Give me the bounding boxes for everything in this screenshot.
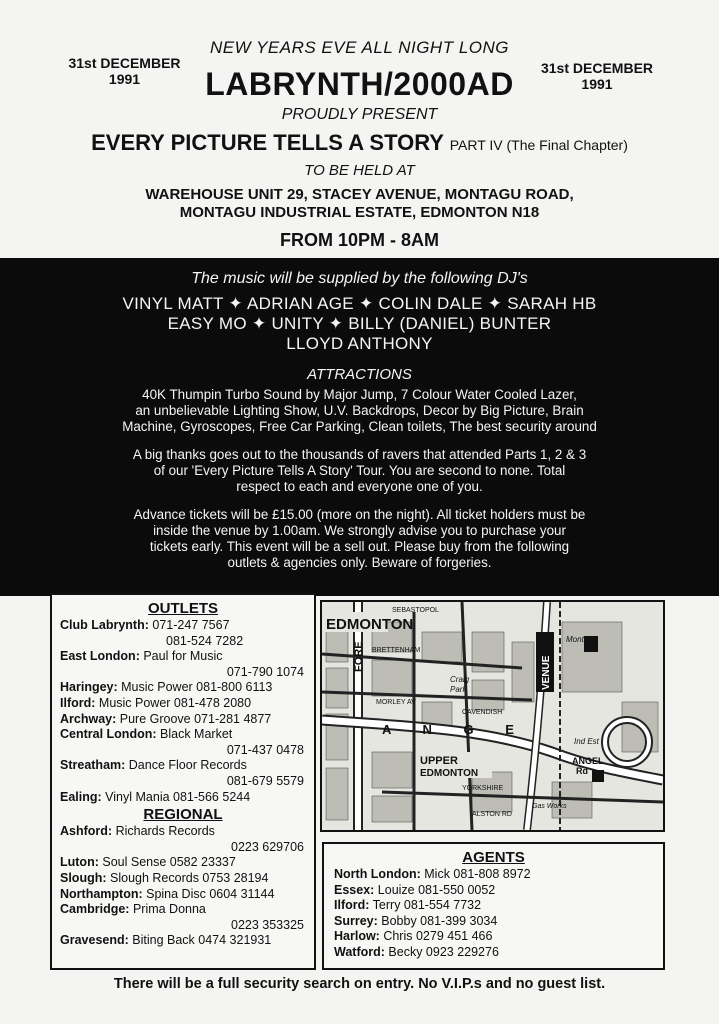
thanks-line-1: A big thanks goes out to the thousands of ravers that attended Parts 1, 2 & 3 (132, 447, 587, 462)
agents-title: AGENTS (462, 849, 525, 866)
outlet-central-london (60, 727, 306, 743)
venue-map (320, 600, 665, 832)
outlet-shop: Paul for Music (143, 649, 223, 664)
agent-label: Ilford: (334, 898, 370, 913)
map-label-morley: MORLEY AV (376, 699, 416, 706)
map-label-cavendish: CAVENDISH (462, 709, 503, 716)
address-line-1: WAREHOUSE UNIT 29, STACEY AVENUE, MONTAGU ROAD, (145, 186, 574, 203)
attractions-line-3: Machine, Gyroscopes, Free Car Parking, Clean toilets, The best security around (122, 419, 597, 434)
map-label-edmonton: EDMONTON (326, 616, 414, 633)
outlet-haringey (60, 680, 306, 696)
event-title-main: EVERY PICTURE TELLS A STORY (91, 130, 444, 155)
dj-line-1: VINYL MATT ✦ ADRIAN AGE ✦ COLIN DALE ✦ SARAH HB (122, 294, 597, 313)
outlet-label: Ashford: (60, 824, 113, 839)
outlet-shop: Dance Floor Records (128, 758, 247, 773)
agent-text: Mick 081-808 8972 (424, 867, 531, 881)
map-label-park: Park (450, 685, 467, 694)
map-label-upper-edmonton: EDMONTON (420, 768, 479, 779)
agent-essex (334, 883, 653, 899)
map-label-rd: Rd (576, 766, 588, 776)
venue-address (0, 186, 719, 222)
agent-text: Bobby 081-399 3034 (381, 913, 498, 928)
outlet-archway (60, 712, 306, 728)
outlet-label: Ilford: (60, 695, 96, 710)
thanks-line-3: respect to each and everyone one of you. (236, 479, 483, 494)
agent-label: North London: (334, 867, 421, 881)
map-label-venue: VENUE (541, 655, 552, 690)
agent-watford (334, 945, 653, 961)
regional-luton (60, 855, 306, 871)
agent-label: Essex: (334, 882, 375, 897)
outlet-ealing (60, 790, 306, 806)
outlet-streatham (60, 758, 306, 774)
brand-title: LABRYNTH/2000AD (205, 66, 514, 102)
tickets-line-2: inside the venue by 1.00am. We strongly advise you to purchase your (153, 523, 566, 538)
map-label-brettenham: BRETTENHAM (372, 647, 421, 654)
map-label-montagu: Montagu (566, 635, 598, 644)
regional-ashford-phone: 0223 629706 (231, 839, 304, 854)
present-line: PROUDLY PRESENT (281, 106, 438, 123)
regional-slough (60, 871, 306, 887)
date-left: 31st DECEMBER 1991 (68, 55, 181, 87)
agent-north-london (334, 867, 653, 883)
agent-text: Chris 0279 451 466 (383, 929, 493, 944)
map-label-upper: UPPER (420, 755, 458, 767)
dj-line-2: EASY MO ✦ UNITY ✦ BILLY (DANIEL) BUNTER (167, 314, 552, 333)
map-graphic (322, 602, 663, 830)
dj-intro: The music will be supplied by the following DJ's (191, 270, 528, 287)
agent-ilford (334, 898, 653, 914)
tickets-text (0, 507, 719, 571)
map-label-sebastopol: SEBASTOPOL (392, 607, 439, 614)
outlet-ilford (60, 696, 306, 712)
outlet-text: Slough Records 0753 28194 (110, 870, 269, 885)
address-line-2: MONTAGU INDUSTRIAL ESTATE, EDMONTON N18 (179, 204, 540, 221)
outlet-label: Northampton: (60, 886, 143, 901)
headline: NEW YEARS EVE ALL NIGHT LONG (210, 38, 509, 57)
tickets-line-1: Advance tickets will be £15.00 (more on the night). All ticket holders must be (133, 507, 586, 522)
attractions-line-2: an unbelievable Lighting Show, U.V. Backdrops, Decor by Big Picture, Brain (135, 403, 584, 418)
map-label-angel: ANGEL (572, 756, 604, 766)
regional-cambridge (60, 902, 306, 918)
agent-label: Surrey: (334, 913, 378, 928)
outlet-shop: Black Market (160, 727, 233, 742)
regional-cambridge-phone: 0223 353325 (231, 917, 304, 932)
map-label-gas-works: Gas Works (532, 803, 567, 810)
agent-label: Harlow: (334, 929, 380, 944)
outlet-label: Haringey: (60, 680, 118, 695)
outlet-label: East London: (60, 649, 140, 664)
map-label-yorkshire: YORKSHIRE (462, 785, 504, 792)
tickets-line-3: tickets early. This event will be a sell out. Please buy from the following (149, 539, 570, 554)
event-title (0, 130, 719, 156)
outlet-text: Music Power 081-800 6113 (121, 680, 273, 695)
outlet-club-labrynth (60, 618, 306, 634)
regional-title: REGIONAL (143, 806, 223, 824)
date-right: 31st DECEMBER 1991 (540, 60, 654, 92)
outlet-text: Music Power 081-478 2080 (98, 695, 252, 710)
outlet-shop: Richards Records (115, 824, 215, 839)
attractions-line-1: 40K Thumpin Turbo Sound by Major Jump, 7 Colour Water Cooled Lazer, (142, 387, 577, 402)
agent-harlow (334, 929, 653, 945)
map-label-craig: Craig (450, 675, 470, 684)
outlet-label: Slough: (60, 870, 107, 885)
outlet-text: Vinyl Mania 081-566 5244 (105, 789, 251, 804)
outlet-club-phone-2: 081-524 7282 (166, 633, 244, 648)
outlet-label: Streatham: (60, 758, 126, 773)
agent-label: Watford: (334, 944, 385, 959)
map-label-alston: ALSTON RD (472, 811, 512, 818)
outlet-text: Pure Groove 071-281 4877 (119, 711, 272, 726)
outlet-east-london (60, 649, 306, 665)
map-label-fore: FORE (353, 641, 365, 672)
attractions-text (0, 387, 719, 435)
outlet-text: Biting Back 0474 321931 (132, 933, 272, 948)
agents-box (322, 842, 665, 970)
outlet-text: Spina Disc 0604 31144 (146, 886, 275, 901)
event-time: FROM 10PM - 8AM (279, 230, 439, 250)
security-notice: There will be a full security search on entry. No V.I.P.s and no guest list. (113, 976, 606, 992)
outlet-label: Ealing: (60, 789, 102, 804)
outlet-text: Soul Sense 0582 23337 (102, 855, 236, 870)
outlet-shop: Prima Donna (132, 902, 206, 917)
thanks-line-2: of our 'Every Picture Tells A Story' Tour. You are second to none. Total (153, 463, 566, 478)
outlets-title: OUTLETS (148, 600, 218, 617)
regional-gravesend (60, 933, 306, 949)
flyer-header (0, 0, 719, 258)
held-at-line: TO BE HELD AT (304, 162, 415, 179)
agent-surrey (334, 914, 653, 930)
regional-ashford (60, 824, 306, 840)
tickets-line-4: outlets & agencies only. Beware of forgeries. (227, 555, 492, 570)
thanks-text (0, 447, 719, 495)
outlet-east-phone: 071-790 1074 (226, 664, 304, 679)
agent-text: Terry 081-554 7732 (372, 898, 482, 913)
map-label-angel-road: A N G E (382, 722, 528, 737)
event-title-sub: PART IV (The Final Chapter) (449, 137, 628, 153)
outlet-label: Gravesend: (60, 933, 129, 948)
outlet-phone: 071-247 7567 (152, 618, 230, 632)
outlet-label: Club Labrynth: (60, 618, 149, 632)
info-band (0, 258, 719, 596)
outlet-label: Archway: (60, 711, 117, 726)
dj-line-3: LLOYD ANTHONY (286, 334, 433, 353)
outlet-streatham-phone: 081-679 5579 (226, 773, 304, 788)
regional-northampton (60, 887, 306, 903)
map-label-ind-est: Ind Est (574, 737, 599, 746)
outlet-label: Central London: (60, 727, 157, 742)
outlets-box (50, 593, 316, 970)
attractions-title: ATTRACTIONS (307, 366, 412, 383)
outlet-label: Cambridge: (60, 902, 130, 917)
agent-text: Louize 081-550 0052 (377, 882, 496, 897)
dj-list (0, 294, 719, 354)
agent-text: Becky 0923 229276 (388, 944, 499, 959)
outlet-label: Luton: (60, 855, 99, 870)
outlet-central-phone: 071-437 0478 (226, 742, 304, 757)
